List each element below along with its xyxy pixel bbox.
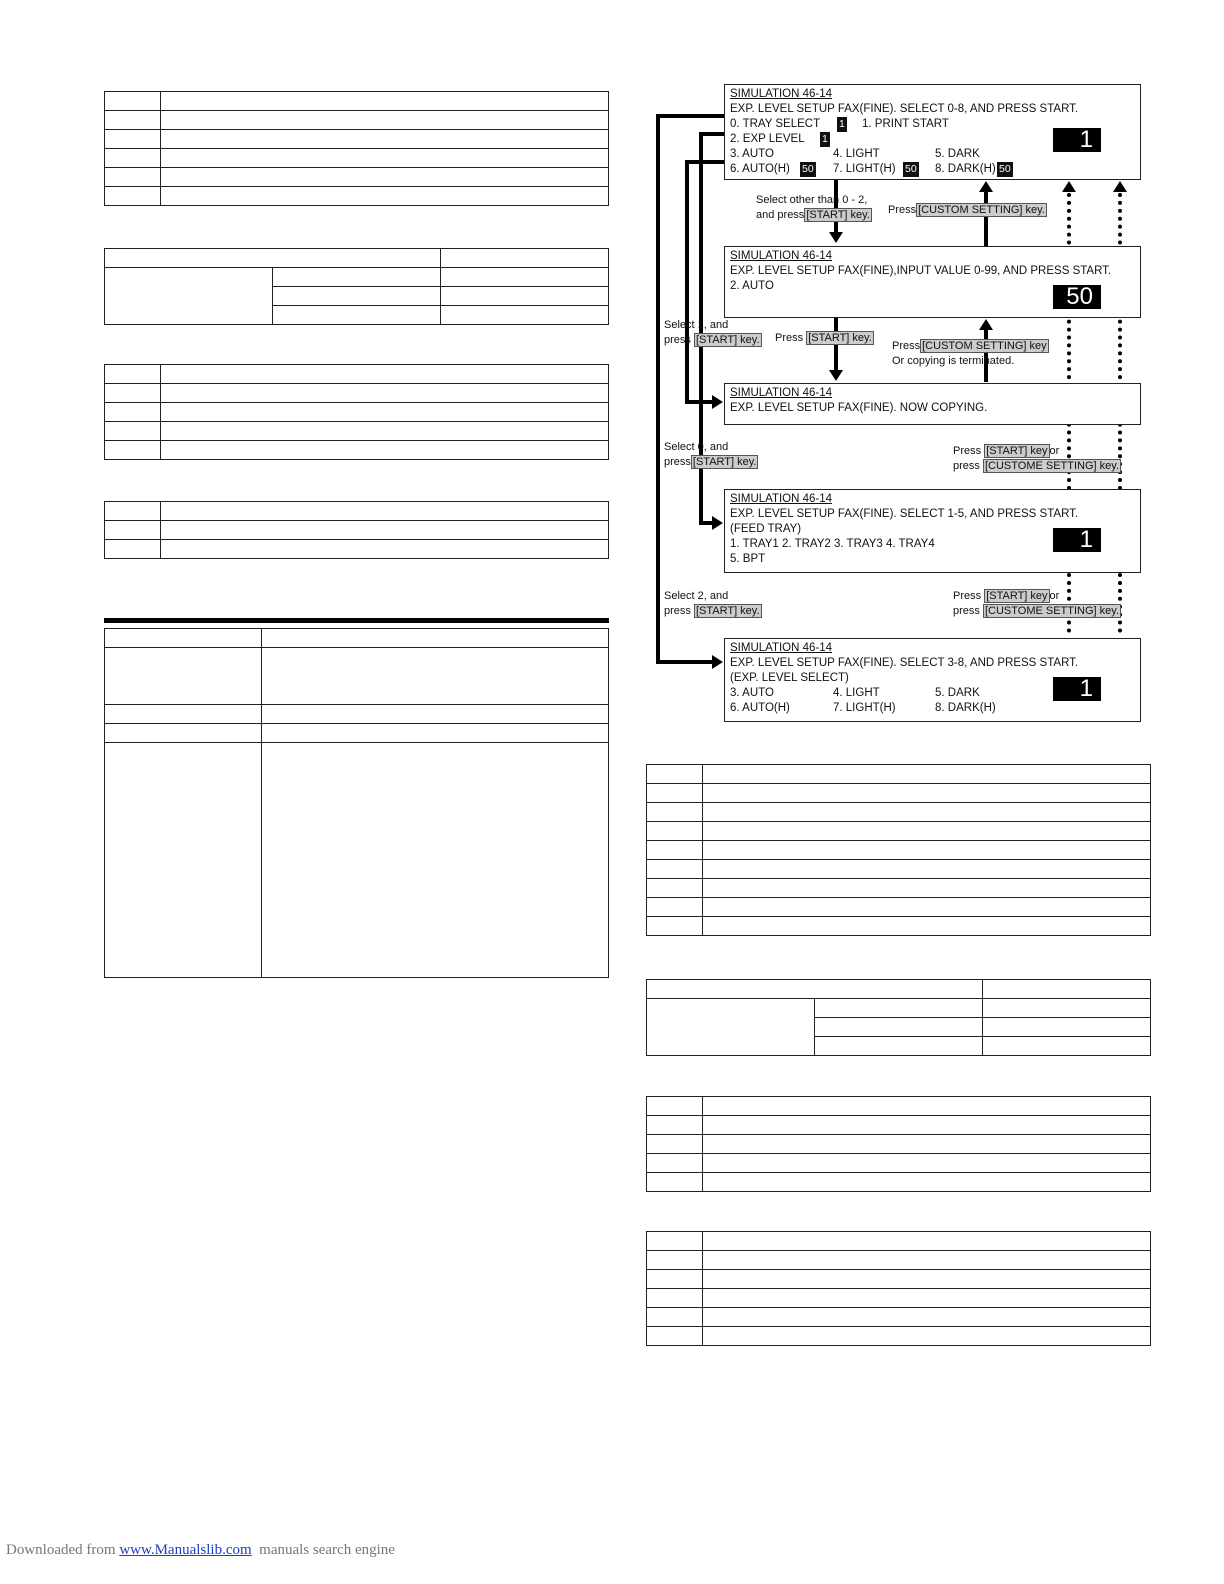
flow-label-return-2	[953, 589, 1121, 619]
label-text: or	[1049, 445, 1060, 457]
table-row	[647, 1154, 1151, 1173]
screen-row: 5. BPT	[730, 553, 766, 565]
flow-label-press-custom-2	[892, 339, 1049, 369]
right-table-4	[646, 1231, 1151, 1346]
right-table-1	[646, 764, 1151, 936]
left-table-5	[104, 628, 609, 978]
table-row	[105, 648, 609, 705]
arrow-up-icon	[979, 319, 993, 330]
screen-row: (FEED TRAY)	[730, 523, 802, 535]
table-row	[105, 629, 609, 648]
label-text: press	[664, 605, 691, 617]
start-key: [START] key	[986, 445, 1048, 457]
left-table-1	[104, 91, 609, 206]
table-row	[105, 168, 609, 187]
arrow-right-icon	[712, 655, 723, 669]
label-text	[664, 455, 758, 470]
flow-line-inner-top	[699, 132, 724, 136]
table-row	[105, 403, 609, 422]
table-row	[647, 1097, 1151, 1116]
left-table-4	[104, 501, 609, 559]
label-text	[953, 459, 1121, 474]
screen-row: 2. AUTO	[730, 280, 774, 292]
option-print-start: 1. PRINT START	[862, 118, 949, 130]
label-text: Press	[892, 340, 921, 352]
screen-instruction: EXP. LEVEL SETUP FAX(FINE),INPUT VALUE 0-99, AND PRESS START.	[730, 265, 1112, 277]
table-row	[647, 898, 1151, 917]
table-row	[647, 917, 1151, 936]
label-text: Select other than 0 - 2,	[756, 194, 868, 206]
table-row	[647, 1135, 1151, 1154]
section-rule	[104, 618, 609, 623]
table-row	[647, 1173, 1151, 1192]
flow-line-up-1	[984, 192, 988, 246]
footer-prefix: Downloaded from	[6, 1542, 120, 1558]
lcd-display: 1	[1053, 128, 1101, 152]
option-auto: 3. AUTO	[730, 687, 774, 699]
sim-screen-exp-level	[724, 638, 1141, 722]
table-row	[105, 724, 609, 743]
table-row	[647, 1327, 1151, 1346]
label-text: press	[953, 460, 980, 472]
screen-title: SIMULATION 46-14	[730, 493, 833, 505]
table-row	[647, 1270, 1151, 1289]
table-row	[105, 743, 609, 978]
option-light: 4. LIGHT	[833, 148, 880, 160]
screen-instruction: EXP. LEVEL SETUP FAX(FINE). SELECT 0-8, AND PRESS START.	[730, 103, 1079, 115]
label-text: Press	[775, 332, 804, 344]
label-text	[664, 604, 762, 619]
flow-label-select-1	[664, 318, 762, 348]
lcd-display: 1	[1053, 677, 1101, 701]
table-row	[105, 384, 609, 403]
right-table-3	[646, 1096, 1151, 1192]
option-exp-level: 2. EXP LEVEL	[730, 133, 805, 145]
download-footer	[6, 1542, 395, 1559]
start-key: [START] key.	[695, 605, 760, 617]
sim-screen-input	[724, 246, 1141, 318]
label-text	[664, 333, 762, 348]
label-text: press	[664, 456, 691, 468]
screen-title: SIMULATION 46-14	[730, 88, 833, 100]
table-row	[105, 130, 609, 149]
table-row	[647, 1251, 1151, 1270]
table-row	[105, 365, 609, 384]
screen-instruction: EXP. LEVEL SETUP FAX(FINE). NOW COPYING.	[730, 402, 988, 414]
table-row	[105, 249, 609, 268]
option-auto: 3. AUTO	[730, 148, 774, 160]
right-table-2	[646, 979, 1151, 1056]
table-row	[647, 765, 1151, 784]
table-row	[105, 187, 609, 206]
label-text: or	[1049, 590, 1060, 602]
option-dark: 5. DARK	[935, 687, 980, 699]
table-row	[647, 841, 1151, 860]
label-text: Select 2, and	[664, 590, 729, 602]
arrow-up-icon	[1062, 181, 1076, 192]
left-table-2	[104, 248, 609, 325]
arrow-up-icon	[979, 181, 993, 192]
table-row	[105, 149, 609, 168]
flow-label-select-2	[664, 589, 762, 619]
label-text: Press	[953, 590, 982, 602]
label-text: Or copying is terminated.	[892, 355, 1015, 367]
lcd-display: 1	[1053, 528, 1101, 552]
option-light: 4. LIGHT	[833, 687, 880, 699]
table-row	[647, 1232, 1151, 1251]
flow-line-outer-top	[656, 114, 724, 118]
start-key: [START] key.	[806, 209, 870, 221]
flow-label-select-0	[664, 440, 758, 470]
table-row	[105, 705, 609, 724]
option-light-h: 7. LIGHT(H)	[833, 702, 896, 714]
option-value: 50	[905, 163, 917, 175]
table-row	[647, 1308, 1151, 1327]
table-row	[105, 111, 609, 130]
screen-instruction: EXP. LEVEL SETUP FAX(FINE). SELECT 1-5, AND PRESS START.	[730, 508, 1079, 520]
label-text: Press	[888, 204, 917, 216]
option-value: 1	[822, 133, 828, 145]
option-value: 50	[999, 163, 1011, 175]
custom-setting-key: [CUSTOM SETTING] key.	[918, 204, 1045, 216]
table-row	[105, 441, 609, 460]
screen-instruction: EXP. LEVEL SETUP FAX(FINE). SELECT 3-8, AND PRESS START.	[730, 657, 1079, 669]
flow-line-outer-bottom	[656, 660, 714, 664]
table-row	[647, 879, 1151, 898]
arrow-up-icon	[1113, 181, 1127, 192]
sim-screen-main	[724, 84, 1141, 180]
start-key: [START] key.	[695, 334, 760, 346]
flow-line-mid	[685, 160, 689, 404]
custom-setting-key: [CUSTOM SETTING] key	[922, 340, 1047, 352]
label-text	[892, 339, 1049, 354]
screen-row	[730, 701, 1135, 716]
screen-title: SIMULATION 46-14	[730, 387, 833, 399]
sim-screen-feed-tray	[724, 489, 1141, 573]
option-dark-h: 8. DARK(H)	[935, 163, 996, 175]
table-row	[647, 784, 1151, 803]
table-row	[105, 92, 609, 111]
screen-row: (EXP. LEVEL SELECT)	[730, 672, 849, 684]
flow-line-mid-top	[685, 160, 724, 164]
table-row	[647, 980, 1151, 999]
label-text: press	[953, 605, 980, 617]
start-key: [START] key.	[808, 332, 872, 344]
option-tray-select: 0. TRAY SELECT	[730, 118, 821, 130]
arrow-right-icon	[712, 395, 723, 409]
custome-setting-key: [CUSTOME SETTING] key.	[984, 605, 1120, 617]
arrow-down-icon	[829, 232, 843, 243]
table-row	[647, 822, 1151, 841]
option-value: 50	[802, 163, 814, 175]
label-text	[953, 444, 1121, 459]
flow-line-outer	[656, 114, 660, 664]
left-table-3	[104, 364, 609, 460]
table-row	[647, 1289, 1151, 1308]
start-key: [START] key	[986, 590, 1048, 602]
option-auto-h: 6. AUTO(H)	[730, 702, 790, 714]
table-row	[105, 540, 609, 559]
table-row	[647, 860, 1151, 879]
option-dark: 5. DARK	[935, 148, 980, 160]
table-row	[647, 803, 1151, 822]
custome-setting-key: [CUSTOME SETTING] key.	[984, 460, 1120, 472]
label-text: Select 0, and	[664, 441, 729, 453]
sim-screen-copying	[724, 383, 1141, 425]
screen-row: 1. TRAY1 2. TRAY2 3. TRAY3 4. TRAY4	[730, 538, 935, 550]
start-key: [START] key.	[692, 456, 757, 468]
flow-label-select-other	[756, 193, 872, 223]
manualslib-link[interactable]: www.Manualslib.com	[119, 1542, 252, 1558]
table-row	[647, 1116, 1151, 1135]
option-light-h: 7. LIGHT(H)	[833, 163, 896, 175]
footer-suffix: manuals search engine	[251, 1542, 395, 1558]
option-auto-h: 6. AUTO(H)	[730, 163, 790, 175]
label-text: Press	[953, 445, 982, 457]
option-dark-h: 8. DARK(H)	[935, 702, 996, 714]
arrow-down-icon	[829, 370, 843, 381]
screen-row	[730, 162, 1135, 177]
label-text	[953, 604, 1121, 619]
table-row	[105, 502, 609, 521]
table-row	[105, 422, 609, 441]
flow-label-return-1	[953, 444, 1121, 474]
label-text	[756, 208, 872, 223]
flow-label-press-custom	[888, 203, 1047, 218]
label-text: and press	[756, 209, 805, 221]
label-text: Select 1, and	[664, 319, 729, 331]
label-text	[953, 589, 1121, 604]
arrow-right-icon	[712, 516, 723, 530]
screen-title: SIMULATION 46-14	[730, 250, 833, 262]
table-row	[105, 521, 609, 540]
lcd-display: 50	[1053, 285, 1101, 309]
flow-label-press-start	[775, 331, 874, 346]
label-text: press	[664, 334, 691, 346]
table-row	[647, 999, 1151, 1018]
option-value: 1	[839, 118, 845, 130]
flow-line-inner-bottom	[699, 521, 713, 525]
table-row	[105, 268, 609, 287]
screen-title: SIMULATION 46-14	[730, 642, 833, 654]
